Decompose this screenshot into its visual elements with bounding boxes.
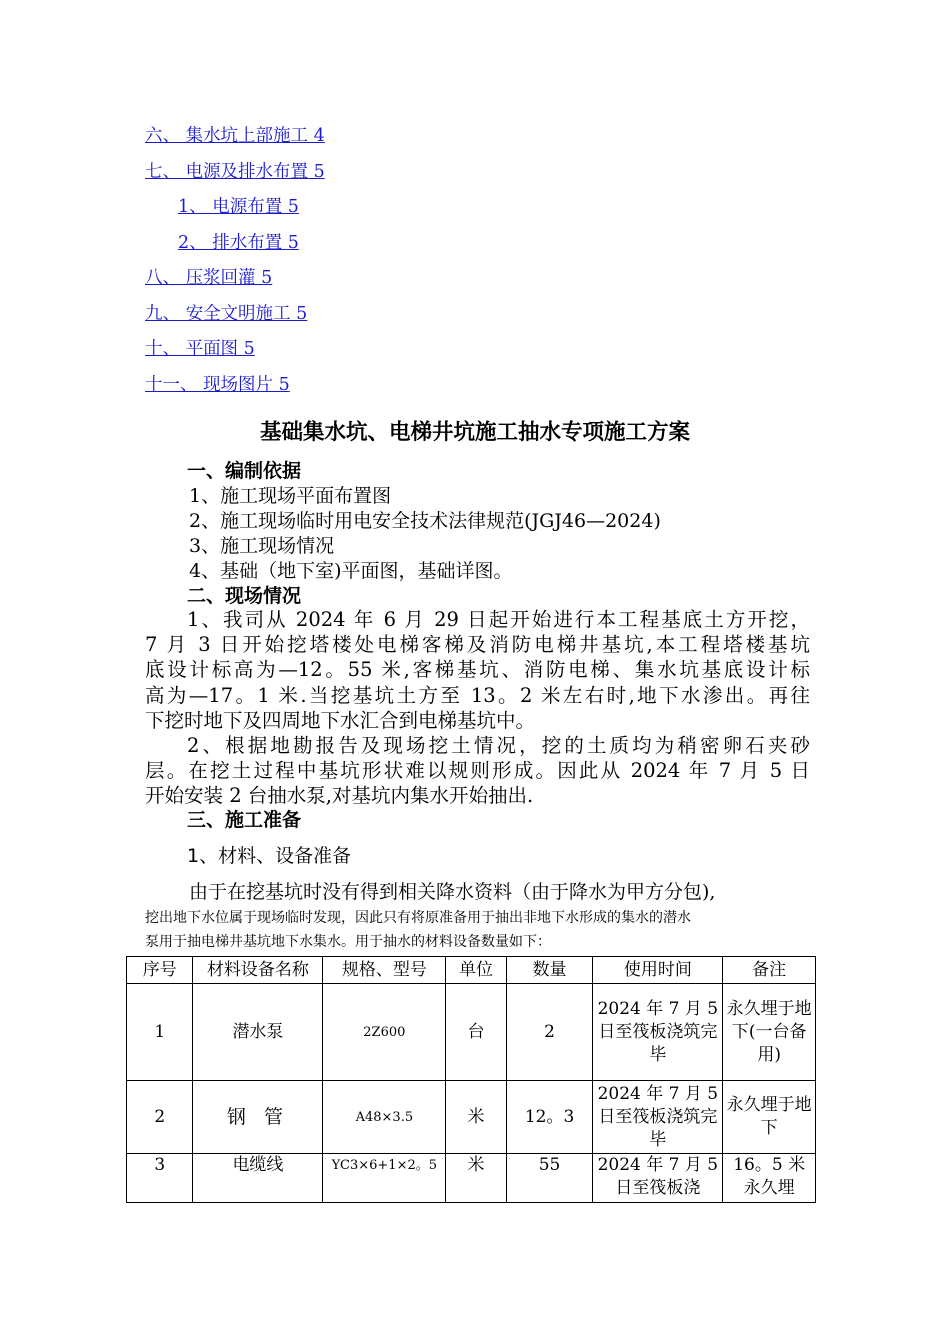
table-cell: 2 — [127, 1081, 193, 1154]
section-heading: 一、编制依据 — [187, 460, 302, 482]
column-header: 使用时间 — [593, 957, 723, 984]
column-header: 数量 — [506, 957, 593, 984]
paragraph-line: 开始安装 2 台抽水泵,对基坑内集水开始抽出. — [145, 784, 534, 808]
toc-link[interactable]: 七、 电源及排水布置 5 — [145, 161, 325, 182]
table-cell: 台 — [446, 984, 506, 1081]
table-cell: YC3×6+1×2。5 — [323, 1154, 446, 1203]
paragraph-line: 高为—17。1 米.当挖基坑土方至 13。2 米左右时,地下水渗出。再往 — [145, 683, 810, 707]
paragraph-line: 下挖时地下及四周地下水汇合到电梯基坑中。 — [145, 708, 536, 732]
paragraph-line: 1、我司从 2024 年 6 月 29 日起开始进行本工程基底土方开挖， — [187, 608, 810, 631]
table-cell: 永久埋于地下(一台备用) — [723, 984, 816, 1081]
table-cell: 55 — [506, 1154, 593, 1203]
table-cell: 电缆线 — [193, 1154, 323, 1203]
table-cell: 12。3 — [506, 1081, 593, 1154]
column-header: 规格、型号 — [323, 957, 446, 984]
table-header-row — [127, 957, 816, 984]
table-cell: 1 — [127, 984, 193, 1081]
subsection-heading: 1、材料、设备准备 — [187, 845, 352, 867]
toc-link[interactable]: 九、 安全文明施工 5 — [145, 303, 308, 324]
table-cell: 2024 年 7 月 5 日至筏板浇筑完毕 — [593, 984, 723, 1081]
paragraph-line: 7 月 3 日开始挖塔楼处电梯客梯及消防电梯井基坑,本工程塔楼基坑 — [145, 633, 810, 657]
toc-link[interactable]: 十一、 现场图片 5 — [145, 374, 290, 395]
table-cell: 2Z600 — [323, 984, 446, 1081]
table-of-contents — [145, 124, 325, 408]
paragraph-line: 2、根据地勘报告及现场挖土情况，挖的土质均为稍密卵石夹砂 — [187, 734, 810, 757]
column-header: 序号 — [127, 957, 193, 984]
table-row — [127, 984, 816, 1081]
table-cell: A48×3.5 — [323, 1081, 446, 1154]
section-heading: 三、施工准备 — [187, 809, 302, 831]
section-heading: 二、现场情况 — [187, 585, 302, 607]
document-title: 基础集水坑、电梯井坑施工抽水专项施工方案 — [259, 420, 690, 445]
paragraph-line: 底设计标高为—12。55 米,客梯基坑、消防电梯、集水坑基底设计标 — [145, 658, 810, 682]
table-cell: 米 — [446, 1081, 506, 1154]
toc-link[interactable]: 六、 集水坑上部施工 4 — [145, 126, 325, 146]
table-cell: 永久埋于地下 — [723, 1081, 816, 1154]
basis-item: 1、施工现场平面布置图 — [189, 485, 392, 507]
paragraph-line: 由于在挖基坑时没有得到相关降水资料（由于降水为甲方分包), — [189, 881, 716, 903]
table-cell: 2024 年 7 月 5 日至筏板浇筑完毕 — [593, 1081, 723, 1154]
table-cell: 3 — [127, 1154, 193, 1203]
table-cell: 潜水泵 — [193, 984, 323, 1081]
toc-link[interactable]: 八、 压浆回灌 5 — [145, 268, 273, 288]
table-cell: 2024 年 7 月 5 日至筏板浇 — [593, 1154, 723, 1203]
materials-table — [126, 956, 816, 1203]
table-cell: 米 — [446, 1154, 506, 1203]
table-row — [127, 1154, 816, 1203]
column-header: 材料设备名称 — [193, 957, 323, 984]
column-header: 备注 — [723, 957, 816, 984]
toc-link[interactable]: 1、 电源布置 5 — [178, 197, 299, 217]
column-header: 单位 — [446, 957, 506, 984]
paragraph-line: 层。在挖土过程中基坑形状难以规则形成。因此从 2024 年 7 月 5 日 — [145, 759, 810, 783]
table-cell: 16。5 米永久埋 — [723, 1154, 816, 1203]
table-row — [127, 1081, 816, 1154]
basis-item: 2、施工现场临时用电安全技术法律规范(JGJ46—2024) — [189, 510, 661, 532]
paragraph — [145, 607, 810, 733]
paragraph-line: 泵用于抽电梯井基坑地下水集水。用于抽水的材料设备数量如下： — [145, 934, 551, 950]
toc-link[interactable]: 十、 平面图 5 — [145, 339, 255, 359]
table-cell: 2 — [506, 984, 593, 1081]
toc-link[interactable]: 2、 排水布置 5 — [178, 232, 299, 253]
table-cell: 钢 管 — [193, 1081, 323, 1154]
paragraph — [145, 733, 810, 809]
basis-item: 3、施工现场情况 — [189, 535, 335, 557]
basis-item: 4、基础（地下室)平面图，基础详图。 — [189, 560, 513, 582]
paragraph-line: 挖出地下水位属于现场临时发现，因此只有将原准备用于抽出非地下水形成的集水的潜水 — [145, 910, 691, 926]
